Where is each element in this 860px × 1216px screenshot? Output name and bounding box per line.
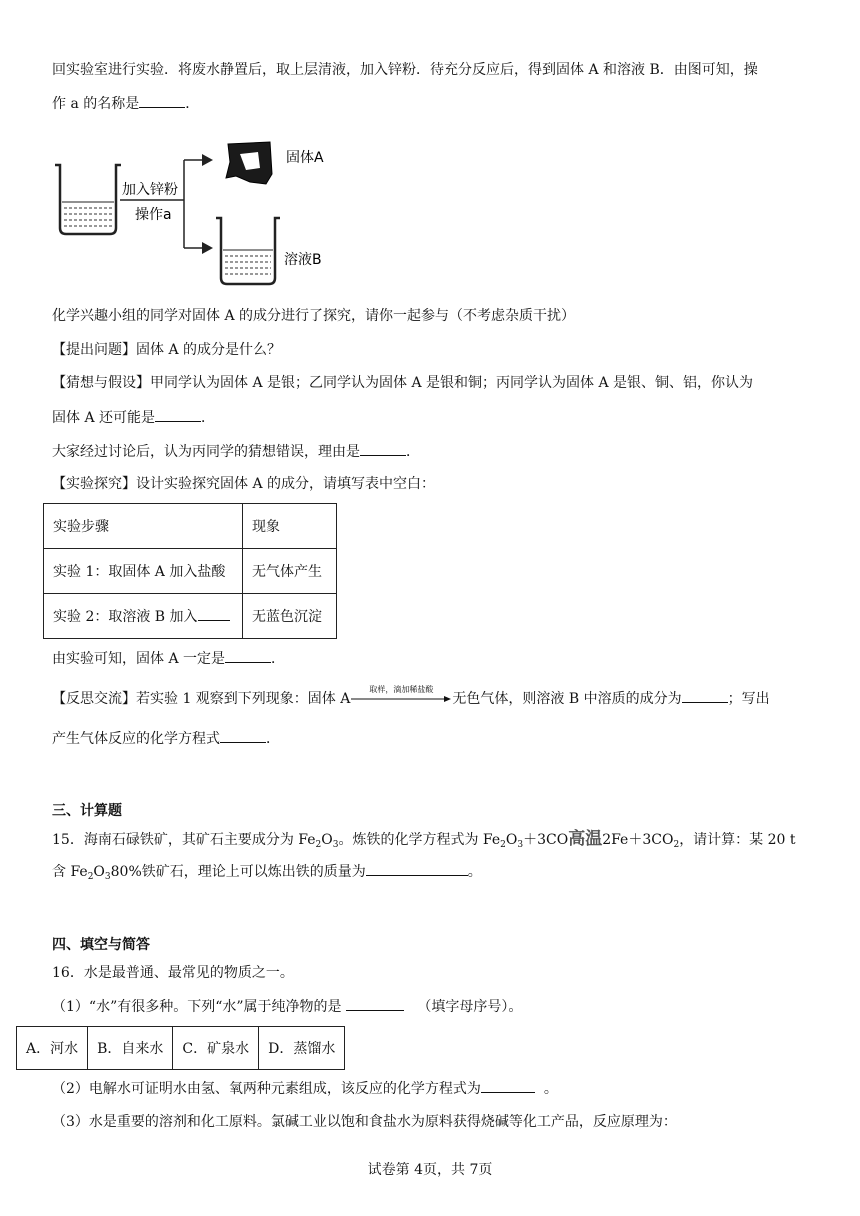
hypothesis-line-2 bbox=[52, 407, 215, 428]
answer-blank-reagent[interactable] bbox=[198, 606, 230, 621]
q15-sub-3b: 3 bbox=[517, 840, 524, 850]
label-operation-a: 操作a bbox=[135, 207, 172, 223]
table-cell-step: 实验 1：取固体 A 加入盐酸 bbox=[44, 549, 243, 594]
reflect-text-1: 【反思交流】若实验 1 观察到下列现象：固体 A bbox=[52, 691, 351, 707]
arrow-head-down-icon bbox=[202, 242, 213, 254]
experiment-table bbox=[43, 503, 337, 639]
reflect-text-2: 无色气体，则溶液 B 中溶质的成分为 bbox=[452, 691, 682, 707]
q15-text-o3b: O bbox=[505, 832, 518, 848]
reflect-line-2-text: 产生气体反应的化学方程式 bbox=[52, 731, 220, 747]
hypothesis-line-2-text: 固体 A 还可能是 bbox=[52, 410, 156, 426]
q15-text-3: ，请计算：某 20 t bbox=[679, 832, 796, 848]
q15-line-2-text: 含 Fe bbox=[52, 864, 88, 880]
intro-line-2 bbox=[52, 93, 199, 114]
reaction-arrow-label: 取样，滴加稀盐酸 bbox=[369, 685, 434, 694]
experiment-intro: 【实验探究】设计实验探究固体 A 的成分，请填写表中空白： bbox=[52, 476, 436, 492]
option-d[interactable]: D．蒸馏水 bbox=[259, 1027, 345, 1070]
table-cell-step bbox=[44, 594, 243, 639]
table-header-steps: 实验步骤 bbox=[44, 504, 243, 549]
answer-blank-solute[interactable] bbox=[682, 688, 728, 703]
options-table bbox=[16, 1026, 345, 1070]
option-a[interactable]: A．河水 bbox=[17, 1027, 88, 1070]
reflect-text-3: ；写出 bbox=[727, 691, 770, 707]
arrow-right-icon bbox=[350, 695, 452, 703]
answer-blank-electrolysis[interactable] bbox=[481, 1078, 535, 1093]
option-c[interactable]: C．矿泉水 bbox=[173, 1027, 259, 1070]
label-add-zinc: 加入锌粉 bbox=[122, 182, 178, 198]
reflect-line-2-end: ． bbox=[266, 731, 280, 747]
q15-text-o3c: O bbox=[93, 864, 105, 880]
beaker-right-icon bbox=[216, 218, 280, 284]
explore-question: 【提出问题】固体 A 的成分是什么？ bbox=[52, 342, 282, 358]
answer-blank-operation-a[interactable] bbox=[139, 93, 185, 108]
q15-text-products: 2Fe＋3CO bbox=[602, 832, 674, 848]
option-b[interactable]: B．自来水 bbox=[88, 1027, 173, 1070]
options-row bbox=[17, 1027, 345, 1070]
q15-text-2: 。炼铁的化学方程式为 Fe bbox=[338, 832, 501, 848]
explore-intro: 化学兴趣小组的同学对固体 A 的成分进行了探究，请你一起参与（不考虑杂质干扰） bbox=[52, 308, 576, 324]
answer-blank-reason[interactable] bbox=[360, 441, 406, 456]
discussion-end: ． bbox=[406, 444, 420, 460]
hypothesis-line-2-end: ． bbox=[201, 410, 216, 426]
page-footer: 试卷第 4页，共 7页 bbox=[367, 1162, 493, 1178]
section-3-heading: 三、计算题 bbox=[52, 803, 122, 819]
q16-2-line bbox=[52, 1078, 558, 1099]
table-row bbox=[44, 594, 337, 639]
intro-line-1: 回实验室进行实验．将废水静置后，取上层清液，加入锌粉．待充分反应后，得到固体 A 和溶液 B．由图可知，操 bbox=[52, 62, 758, 78]
q16-2-end: 。 bbox=[543, 1081, 558, 1097]
table-cell-step-text: 实验 2：取溶液 B 加入 bbox=[53, 609, 198, 625]
arrow-head-up-icon bbox=[202, 154, 213, 166]
answer-blank-solid-a[interactable] bbox=[155, 407, 201, 422]
q15-line-1 bbox=[52, 829, 796, 855]
q15-sub-2c: 2 bbox=[673, 840, 680, 850]
q16-1-line bbox=[52, 996, 522, 1017]
label-solution-b: 溶液B bbox=[284, 252, 322, 268]
branch-arrows bbox=[184, 160, 204, 248]
answer-blank-equation[interactable] bbox=[220, 728, 266, 743]
q15-line-2-mid: 80%铁矿石，理论上可以炼出铁的质量为 bbox=[110, 864, 366, 880]
q15-condition: 高温 bbox=[568, 829, 603, 849]
answer-blank-pure-water[interactable] bbox=[346, 996, 404, 1011]
conclusion-end: ． bbox=[271, 651, 286, 667]
q15-text-co: ＋3CO bbox=[523, 832, 569, 848]
table-cell-phenomenon: 无气体产生 bbox=[243, 549, 337, 594]
section-4-heading: 四、填空与简答 bbox=[52, 937, 150, 953]
answer-blank-iron-mass[interactable] bbox=[366, 861, 468, 876]
q15-sub-2b: 2 bbox=[500, 840, 506, 850]
reflect-line-1 bbox=[52, 685, 770, 709]
intro-line-2-text: 作 a 的名称是 bbox=[52, 96, 140, 112]
q16-1-end: （填字母序号）。 bbox=[417, 999, 523, 1015]
hypothesis-line-1: 【猜想与假设】甲同学认为固体 A 是银；乙同学认为固体 A 是银和铜；丙同学认为固体 A 是银、铜、铝，你认为 bbox=[52, 375, 754, 391]
q15-sub-3c: 3 bbox=[104, 872, 111, 882]
table-header-phenomenon: 现象 bbox=[243, 504, 337, 549]
conclusion-text: 由实验可知，固体 A 一定是 bbox=[52, 651, 226, 667]
q16-2-text: （2）电解水可证明水由氢、氧两种元素组成，该反应的化学方程式为 bbox=[52, 1081, 481, 1097]
experiment-diagram bbox=[50, 140, 350, 290]
q16-3-line: （3）水是重要的溶剂和化工原料。氯碱工业以饱和食盐水为原料获得烧碱等化工产品，反应原理为： bbox=[52, 1114, 677, 1130]
reaction-arrow bbox=[350, 685, 452, 708]
reflect-line-2 bbox=[52, 728, 280, 749]
q15-line-2 bbox=[52, 861, 482, 887]
q15-sub-3a: 3 bbox=[332, 840, 339, 850]
discussion-line bbox=[52, 441, 420, 462]
table-header-row bbox=[44, 504, 337, 549]
table-cell-phenomenon: 无蓝色沉淀 bbox=[243, 594, 337, 639]
table-row bbox=[44, 549, 337, 594]
q15-line-2-end: 。 bbox=[467, 864, 482, 880]
q15-text-o3: O bbox=[321, 832, 333, 848]
intro-line-2-end: ． bbox=[185, 96, 200, 112]
answer-blank-conclusion[interactable] bbox=[225, 648, 271, 663]
label-solid-a: 固体A bbox=[286, 150, 324, 166]
q16-stem: 16．水是最普通、最常见的物质之一。 bbox=[52, 965, 294, 981]
discussion-text: 大家经过讨论后，认为丙同学的猜想错误，理由是 bbox=[52, 444, 360, 460]
q15-sub-2a: 2 bbox=[315, 840, 322, 850]
q16-1-text: （1）“水”有很多种。下列“水”属于纯净物的是 bbox=[52, 999, 342, 1015]
q15-sub-2d: 2 bbox=[87, 872, 94, 882]
q15-text-1: 15．海南石碌铁矿，其矿石主要成分为 Fe bbox=[52, 832, 316, 848]
conclusion-line bbox=[52, 648, 285, 669]
beaker-left-icon bbox=[55, 165, 121, 234]
